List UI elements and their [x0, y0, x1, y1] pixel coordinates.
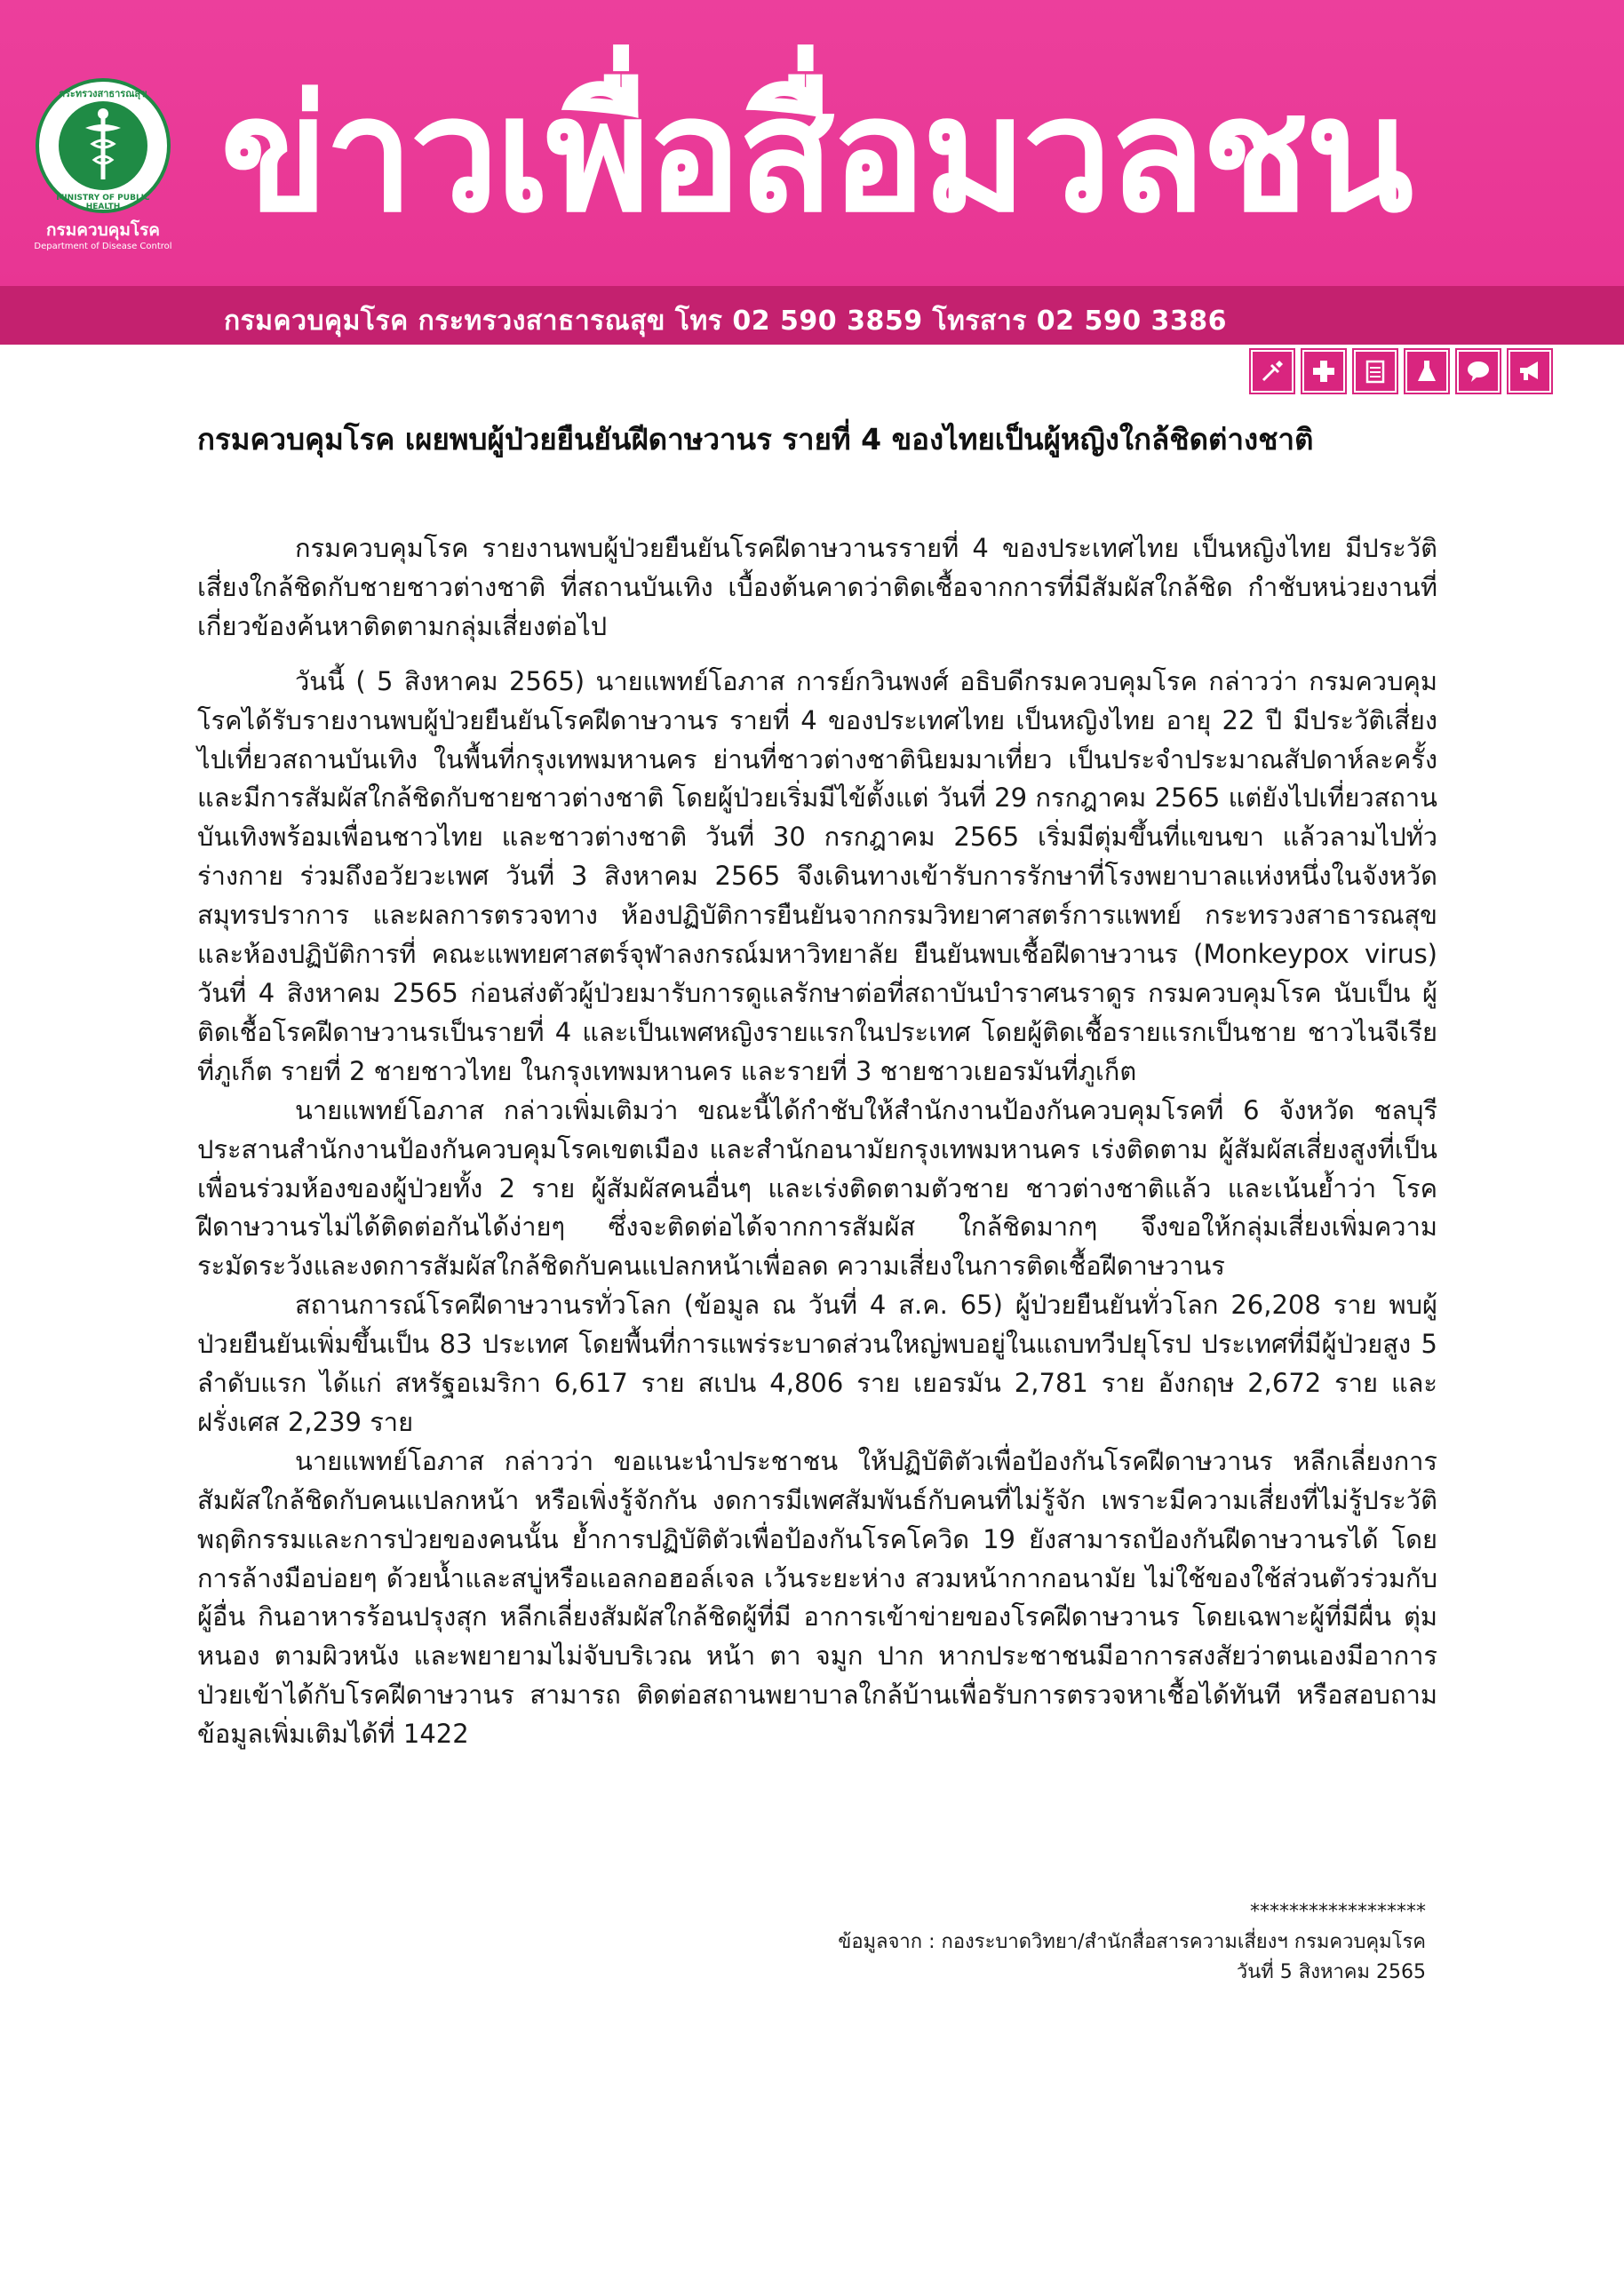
banner-title: ข่าวเพื่อสื่อมวลชน: [220, 63, 1411, 247]
paragraph-contact-tracing: นายแพทย์โอภาส กล่าวเพิ่มเติมว่า ขณะนี้ได้กำชับให้สำนักงานป้องกันควบคุมโรคที่ 6 จังหวัด ชลบุรี ประสานสำนักงานป้องกันควบคุมโรคเขตเมือง และสำนักอนามัยกรุงเทพมหานคร เร่งติดตาม ผู้สัมผัสเสี่ยงสูงที่เป็นเพื่อนร่วมห้องของผู้ป่วยทั้ง 2 ราย ผู้สัมผัสคนอื่นๆ และเร่งติดตามตัวชาย ชาวต่างชาติแล้ว และเน้นย้ำว่า โรคฝีดาษวานรไม่ได้ติดต่อกันได้ง่ายๆ ซึ่งจะติดต่อได้จากการสัมผัส ใกล้ชิดมากๆ จึงขอให้กลุ่มเสี่ยงเพิ่มความระมัดระวังและงดการสัมผัสใกล้ชิดกับคนแปลกหน้าเพื่อลด ความเสี่ยงในการติดเชื้อฝีดาษวานร: [197, 1094, 1438, 1282]
ddc-logo: [32, 78, 174, 265]
syringe-icon: [1251, 350, 1294, 393]
logo-ring-top: กระทรวงสาธารณสุข: [59, 88, 147, 99]
paragraph-advice: นายแพทย์โอภาส กล่าวว่า ขอแนะนำประชาชน ให้ปฏิบัติตัวเพื่อป้องกันโรคฝีดาษวานร หลีกเลี่ยงการสัมผัสใกล้ชิดกับคนแปลกหน้า หรือเพิ่งรู้จักกัน งดการมีเพศสัมพันธ์กับคนที่ไม่รู้จัก เพราะมีความเสี่ยงที่ไม่รู้ประวัติพฤติกรรมและการป่วยของคนนั้น ย้ำการปฏิบัติตัวเพื่อป้องกันโรคโควิด 19 ยังสามารถป้องกันฝีดาษวานรได้ โดยการล้างมือบ่อยๆ ด้วยน้ำและสบู่หรือแอลกอฮอล์เจล เว้นระยะห่าง สวมหน้ากากอนามัย ไม่ใช้ของใช้ส่วนตัวร่วมกับผู้อื่น กินอาหารร้อนปรุงสุก หลีกเลี่ยงสัมผัสใกล้ชิดผู้ที่มี อาการเข้าข่ายของโรคฝีดาษวานร โดยเฉพาะผู้ที่มีผื่น ตุ่ม หนอง ตามผิวหนัง และพยายามไม่จับบริเวณ หน้า ตา จมูก ปาก หากประชาชนมีอาการสงสัยว่าตนเองมีอาการป่วยเข้าได้กับโรคฝีดาษวานร สามารถ ติดต่อสถานพยาบาลใกล้บ้านเพื่อรับการตรวจหาเชื้อได้ทันที หรือสอบถามข้อมูลเพิ่มเติมได้ที่ 1422: [197, 1445, 1437, 1750]
paragraph-global-situation: สถานการณ์โรคฝีดาษวานรทั่วโลก (ข้อมูล ณ วันที่ 4 ส.ค. 65) ผู้ป่วยยืนยันทั่วโลก 26,208 ราย พบผู้ป่วยยืนยันเพิ่มขึ้นเป็น 83 ประเทศ โดยพื้นที่การแพร่ระบาดส่วนใหญ่พบอยู่ในแถบทวีปยุโรป ประเทศที่มีผู้ป่วยสูง 5 ลำดับแรก ได้แก่ สหรัฐอเมริกา 6,617 ราย สเปน 4,806 ราย เยอรมัน 2,781 ราย อังกฤษ 2,672 ราย และฝรั่งเศส 2,239 ราย: [197, 1290, 1437, 1437]
megaphone-icon: [1509, 350, 1551, 393]
logo-name-th: กรมควบคุมโรค: [45, 220, 161, 240]
caduceus-icon: [59, 101, 147, 190]
flask-icon: [1405, 350, 1448, 393]
logo-name-en: Department of Disease Control: [34, 242, 172, 251]
plus-cross-icon: [1302, 350, 1345, 393]
contact-line: กรมควบคุมโรค กระทรวงสาธารณสุข โทร 02 590 3859 โทรสาร 02 590 3386: [224, 306, 1228, 337]
logo-emblem: [36, 78, 171, 213]
clipboard-icon: [1354, 350, 1397, 393]
chat-bubble-icon: [1457, 350, 1500, 393]
paragraph-case-detail: วันนี้ ( 5 สิงหาคม 2565) นายแพทย์โอภาส การย์กวินพงศ์ อธิบดีกรมควบคุมโรค กล่าวว่า กรมควบคุมโรคได้รับรายงานพบผู้ป่วยยืนยันโรคฝีดาษวานร รายที่ 4 ของประเทศไทย เป็นหญิงไทย อายุ 22 ปี มีประวัติเสี่ยงไปเที่ยวสถานบันเทิง ในพื้นที่กรุงเทพมหานคร ย่านที่ชาวต่างชาตินิยมมาเที่ยว เป็นประจำประมาณสัปดาห์ละครั้ง และมีการสัมผัสใกล้ชิดกับชายชาวต่างชาติ โดยผู้ป่วยเริ่มมีไข้ตั้งแต่ วันที่ 29 กรกฎาคม 2565 แต่ยังไปเที่ยวสถานบันเทิงพร้อมเพื่อนชาวไทย และชาวต่างชาติ วันที่ 30 กรกฎาคม 2565 เริ่มมีตุ่มขึ้นที่แขนขา แล้วลามไปทั่วร่างกาย ร่วมถึงอวัยวะเพศ วันที่ 3 สิงหาคม 2565 จึงเดินทางเข้ารับการรักษาที่โรงพยาบาลแห่งหนึ่งในจังหวัดสมุทรปราการ และผลการตรวจทาง ห้องปฏิบัติการยืนยันจากกรมวิทยาศาสตร์การแพทย์ กระทรวงสาธารณสุข และห้องปฏิบัติการที่ คณะแพทยศาสตร์จุฬาลงกรณ์มหาวิทยาลัย ยืนยันพบเชื้อฝีดาษวานร (Monkeypox virus) วันที่ 4 สิงหาคม 2565 ก่อนส่งตัวผู้ป่วยมารับการดูแลรักษาต่อที่สถาบันบำราศนราดูร กรมควบคุมโรค นับเป็น ผู้ติดเชื้อโรคฝีดาษวานรเป็นรายที่ 4 และเป็นเพศหญิงรายแรกในประเทศ โดยผู้ติดเชื้อรายแรกเป็นชาย ชาวไนจีเรียที่ภูเก็ต รายที่ 2 ชายชาวไทย ในกรุงเทพมหานคร และรายที่ 3 ชายชาวเยอรมันที่ภูเก็ต: [197, 665, 1437, 1086]
article-body: [197, 529, 1437, 1754]
article-headline: กรมควบคุมโรค เผยพบผู้ป่วยยืนยันฝีดาษวานร รายที่ 4 ของไทยเป็นผู้หญิงใกล้ชิดต่างชาติ: [197, 422, 1314, 457]
logo-ring-bottom: MINISTRY OF PUBLIC HEALTH: [56, 194, 150, 211]
footer-date: วันที่ 5 สิงหาคม 2565: [1236, 1961, 1426, 1983]
footer-source: ข้อมูลจาก : กองระบาดวิทยา/สำนักสื่อสารความเสี่ยงฯ กรมควบคุมโรค: [838, 1931, 1426, 1953]
article-footer: [622, 1897, 1426, 1988]
paragraph-summary: กรมควบคุมโรค รายงานพบผู้ป่วยยืนยันโรคฝีดาษวานรรายที่ 4 ของประเทศไทย เป็นหญิงไทย มีประวัติเสี่ยงใกล้ชิดกับชายชาวต่างชาติ ที่สถานบันเทิง เบื้องต้นคาดว่าติดเชื้อจากการที่มีสัมผัสใกล้ชิด กำชับหน่วยงานที่เกี่ยวข้องค้นหาติดตามกลุ่มเสี่ยงต่อไป: [197, 533, 1437, 641]
icon-row: [1251, 350, 1551, 396]
header-banner: [0, 0, 1624, 286]
footer-stars: ******************: [1250, 1901, 1426, 1923]
